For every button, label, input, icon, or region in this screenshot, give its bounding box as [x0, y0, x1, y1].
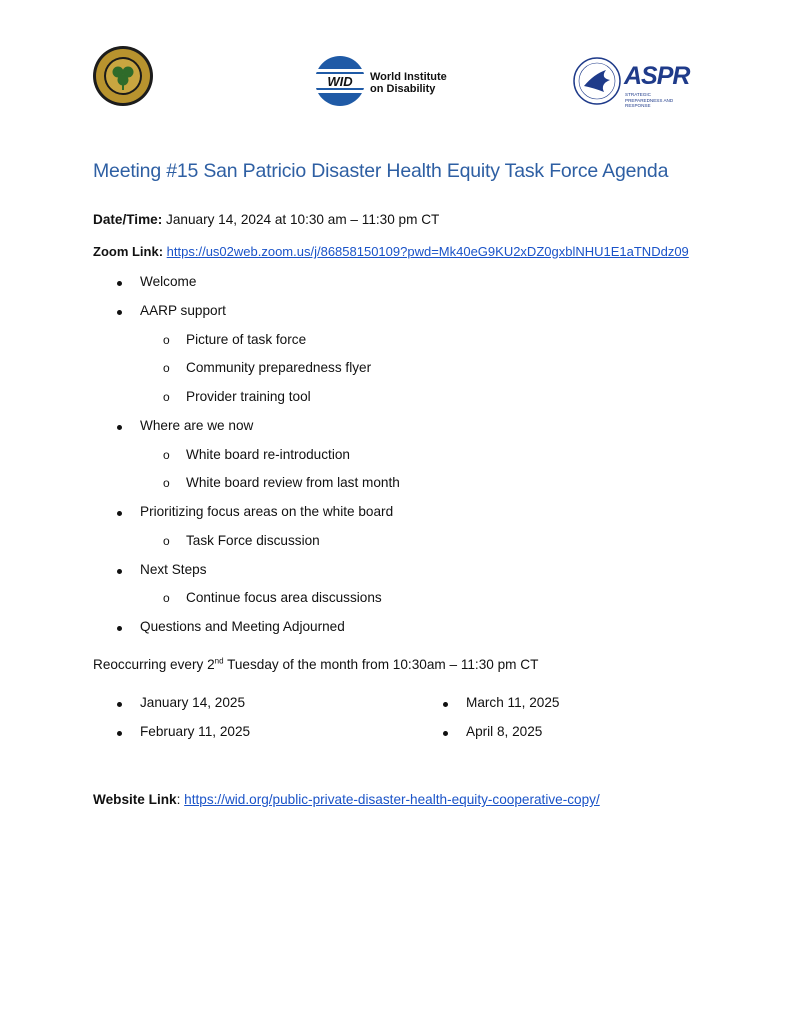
agenda-item: Next Steps [140, 561, 207, 577]
bullet-dot-icon [117, 569, 122, 574]
bullet-dot-icon [117, 626, 122, 631]
bullet-dot-icon [443, 731, 448, 736]
bullet-dot-icon [117, 281, 122, 286]
bullet-dot-icon [117, 731, 122, 736]
aspr-wordmark: ASPR [624, 62, 690, 90]
zoom-link[interactable]: https://us02web.zoom.us/j/86858150109?pwd=Mk40eG9KU2xDZ0gxblNHU1E1aTNDdz09 [166, 244, 689, 259]
globe-icon [314, 55, 366, 107]
bullet-circle-icon: o [163, 332, 170, 347]
datetime-line [93, 212, 439, 227]
page-title: Meeting #15 San Patricio Disaster Health Equity Task Force Agenda [93, 160, 669, 182]
wid-line1: World Institute [370, 71, 447, 83]
wid-wordmark [370, 71, 447, 95]
agenda-item: Questions and Meeting Adjourned [140, 619, 345, 634]
wid-mark: WID [327, 74, 353, 89]
zoom-line [93, 244, 689, 259]
agenda-subitem: White board re-introduction [186, 446, 350, 462]
bullet-circle-icon: o [163, 447, 170, 462]
bullet-circle-icon: o [163, 390, 170, 404]
hhs-eagle-icon [572, 56, 622, 106]
recurring-prefix: Reoccurring every 2 [93, 657, 215, 672]
meeting-date: March 11, 2025 [466, 695, 560, 710]
meeting-date: February 11, 2025 [140, 724, 251, 739]
bullet-dot-icon [117, 511, 122, 516]
agenda-subitem: Provider training tool [186, 389, 311, 404]
agenda-subitem: White board review from last month [186, 475, 400, 491]
agenda-item: Welcome [140, 274, 197, 289]
website-label: Website Link [93, 792, 177, 807]
agenda-subitem: Picture of task force [186, 331, 307, 347]
bullet-circle-icon: o [163, 591, 170, 606]
wid-line2: on Disability [370, 83, 436, 95]
recurring-line [93, 657, 538, 672]
zoom-label: Zoom Link: [93, 244, 164, 259]
bullet-dot-icon [443, 702, 448, 707]
agenda-subitem: Continue focus area discussions [186, 590, 382, 606]
bullet-dot-icon [117, 310, 122, 315]
aspr-logo [572, 56, 692, 110]
agenda-item: Prioritizing focus areas on the white board [140, 504, 394, 519]
aspr-subtitle: STRATEGIC PREPAREDNESS AND RESPONSE [625, 92, 674, 108]
bullet-circle-icon: o [163, 533, 170, 548]
website-link[interactable]: https://wid.org/public-private-disaster-health-equity-cooperative-copy/ [184, 792, 600, 807]
agenda-subitem: Community preparedness flyer [186, 360, 372, 376]
agenda-item: AARP support [140, 302, 226, 318]
website-sep: : [176, 792, 185, 807]
county-seal-logo [92, 45, 154, 107]
recurring-suffix: Tuesday of the month from 10:30am – 11:30 pm CT [223, 657, 539, 672]
meeting-date: April 8, 2025 [466, 724, 543, 739]
meeting-date: January 14, 2025 [140, 695, 246, 710]
wid-logo [314, 55, 454, 109]
website-line [93, 792, 600, 807]
bullet-dot-icon [117, 702, 122, 707]
agenda-item: Where are we now [140, 417, 254, 433]
bullet-circle-icon: o [163, 476, 170, 491]
datetime-value: January 14, 2024 at 10:30 am – 11:30 pm CT [162, 212, 440, 227]
bullet-dot-icon [117, 425, 122, 430]
bullet-circle-icon: o [163, 361, 170, 376]
agenda-subitem: Task Force discussion [186, 532, 320, 548]
datetime-label: Date/Time: [93, 212, 163, 227]
recurring-sup: nd [214, 656, 224, 666]
